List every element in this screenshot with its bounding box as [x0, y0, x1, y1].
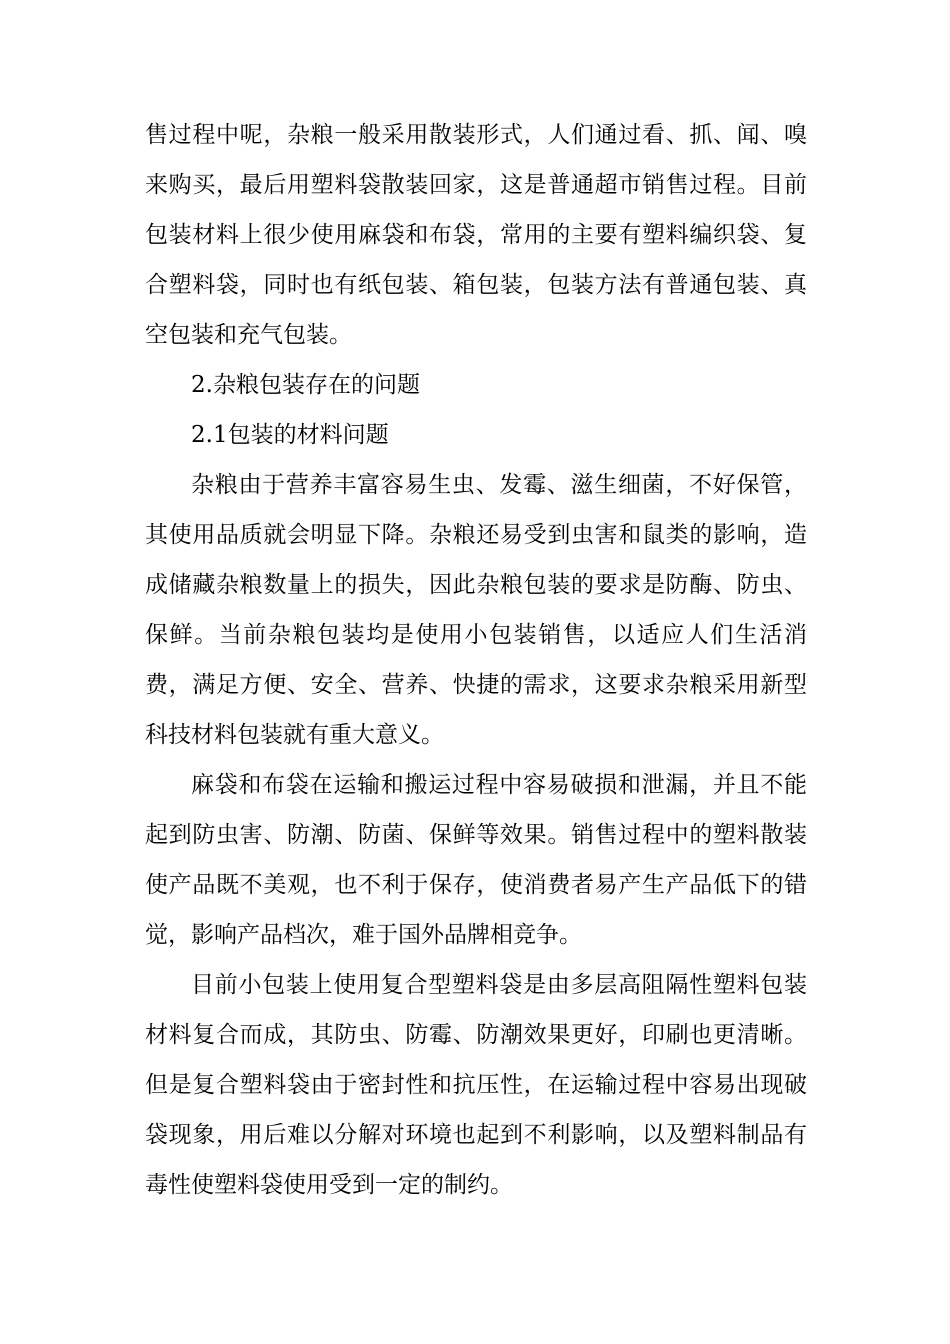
paragraph-storage: 杂粮由于营养丰富容易生虫、发霉、滋生细菌，不好保管，其使用品质就会明显下降。杂粮还易受到虫害和鼠类的影响，造成储藏杂粮数量上的损失，因此杂粮包装的要求是防酶、防虫、保鲜。当前杂粮包装均是使用小包装销售，以适应人们生活消费，满足方便、安全、营养、快捷的需求，这要求杂粮采用新型科技材料包装就有重大意义。: [145, 472, 807, 748]
paragraph-sacks: 麻袋和布袋在运输和搬运过程中容易破损和泄漏，并且不能起到防虫害、防潮、防菌、保鲜等效果。销售过程中的塑料散装使产品既不美观，也不利于保存，使消费者易产生产品低下的错觉，影响产品档次，难于国外品牌相竞争。: [145, 772, 807, 948]
paragraph-composite-bags: 目前小包装上使用复合型塑料袋是由多层高阻隔性塑料包装材料复合而成，其防虫、防霉、防潮效果更好，印刷也更清晰。但是复合塑料袋由于密封性和抗压性，在运输过程中容易出现破袋现象，用后难以分解对环境也起到不利影响，以及塑料制品有毒性使塑料袋使用受到一定的制约。: [145, 972, 807, 1198]
document-page: [145, 110, 807, 1210]
section-heading-2: 2.杂粮包装存在的问题: [191, 372, 420, 398]
section-heading-2-1: 2.1包装的材料问题: [191, 422, 389, 448]
paragraph-continuation: 售过程中呢，杂粮一般采用散装形式，人们通过看、抓、闻、嗅来购买，最后用塑料袋散装回家，这是普通超市销售过程。目前包装材料上很少使用麻袋和布袋，常用的主要有塑料编织袋、复合塑料袋，同时也有纸包装、箱包装，包装方法有普通包装、真空包装和充气包装。: [145, 122, 807, 348]
